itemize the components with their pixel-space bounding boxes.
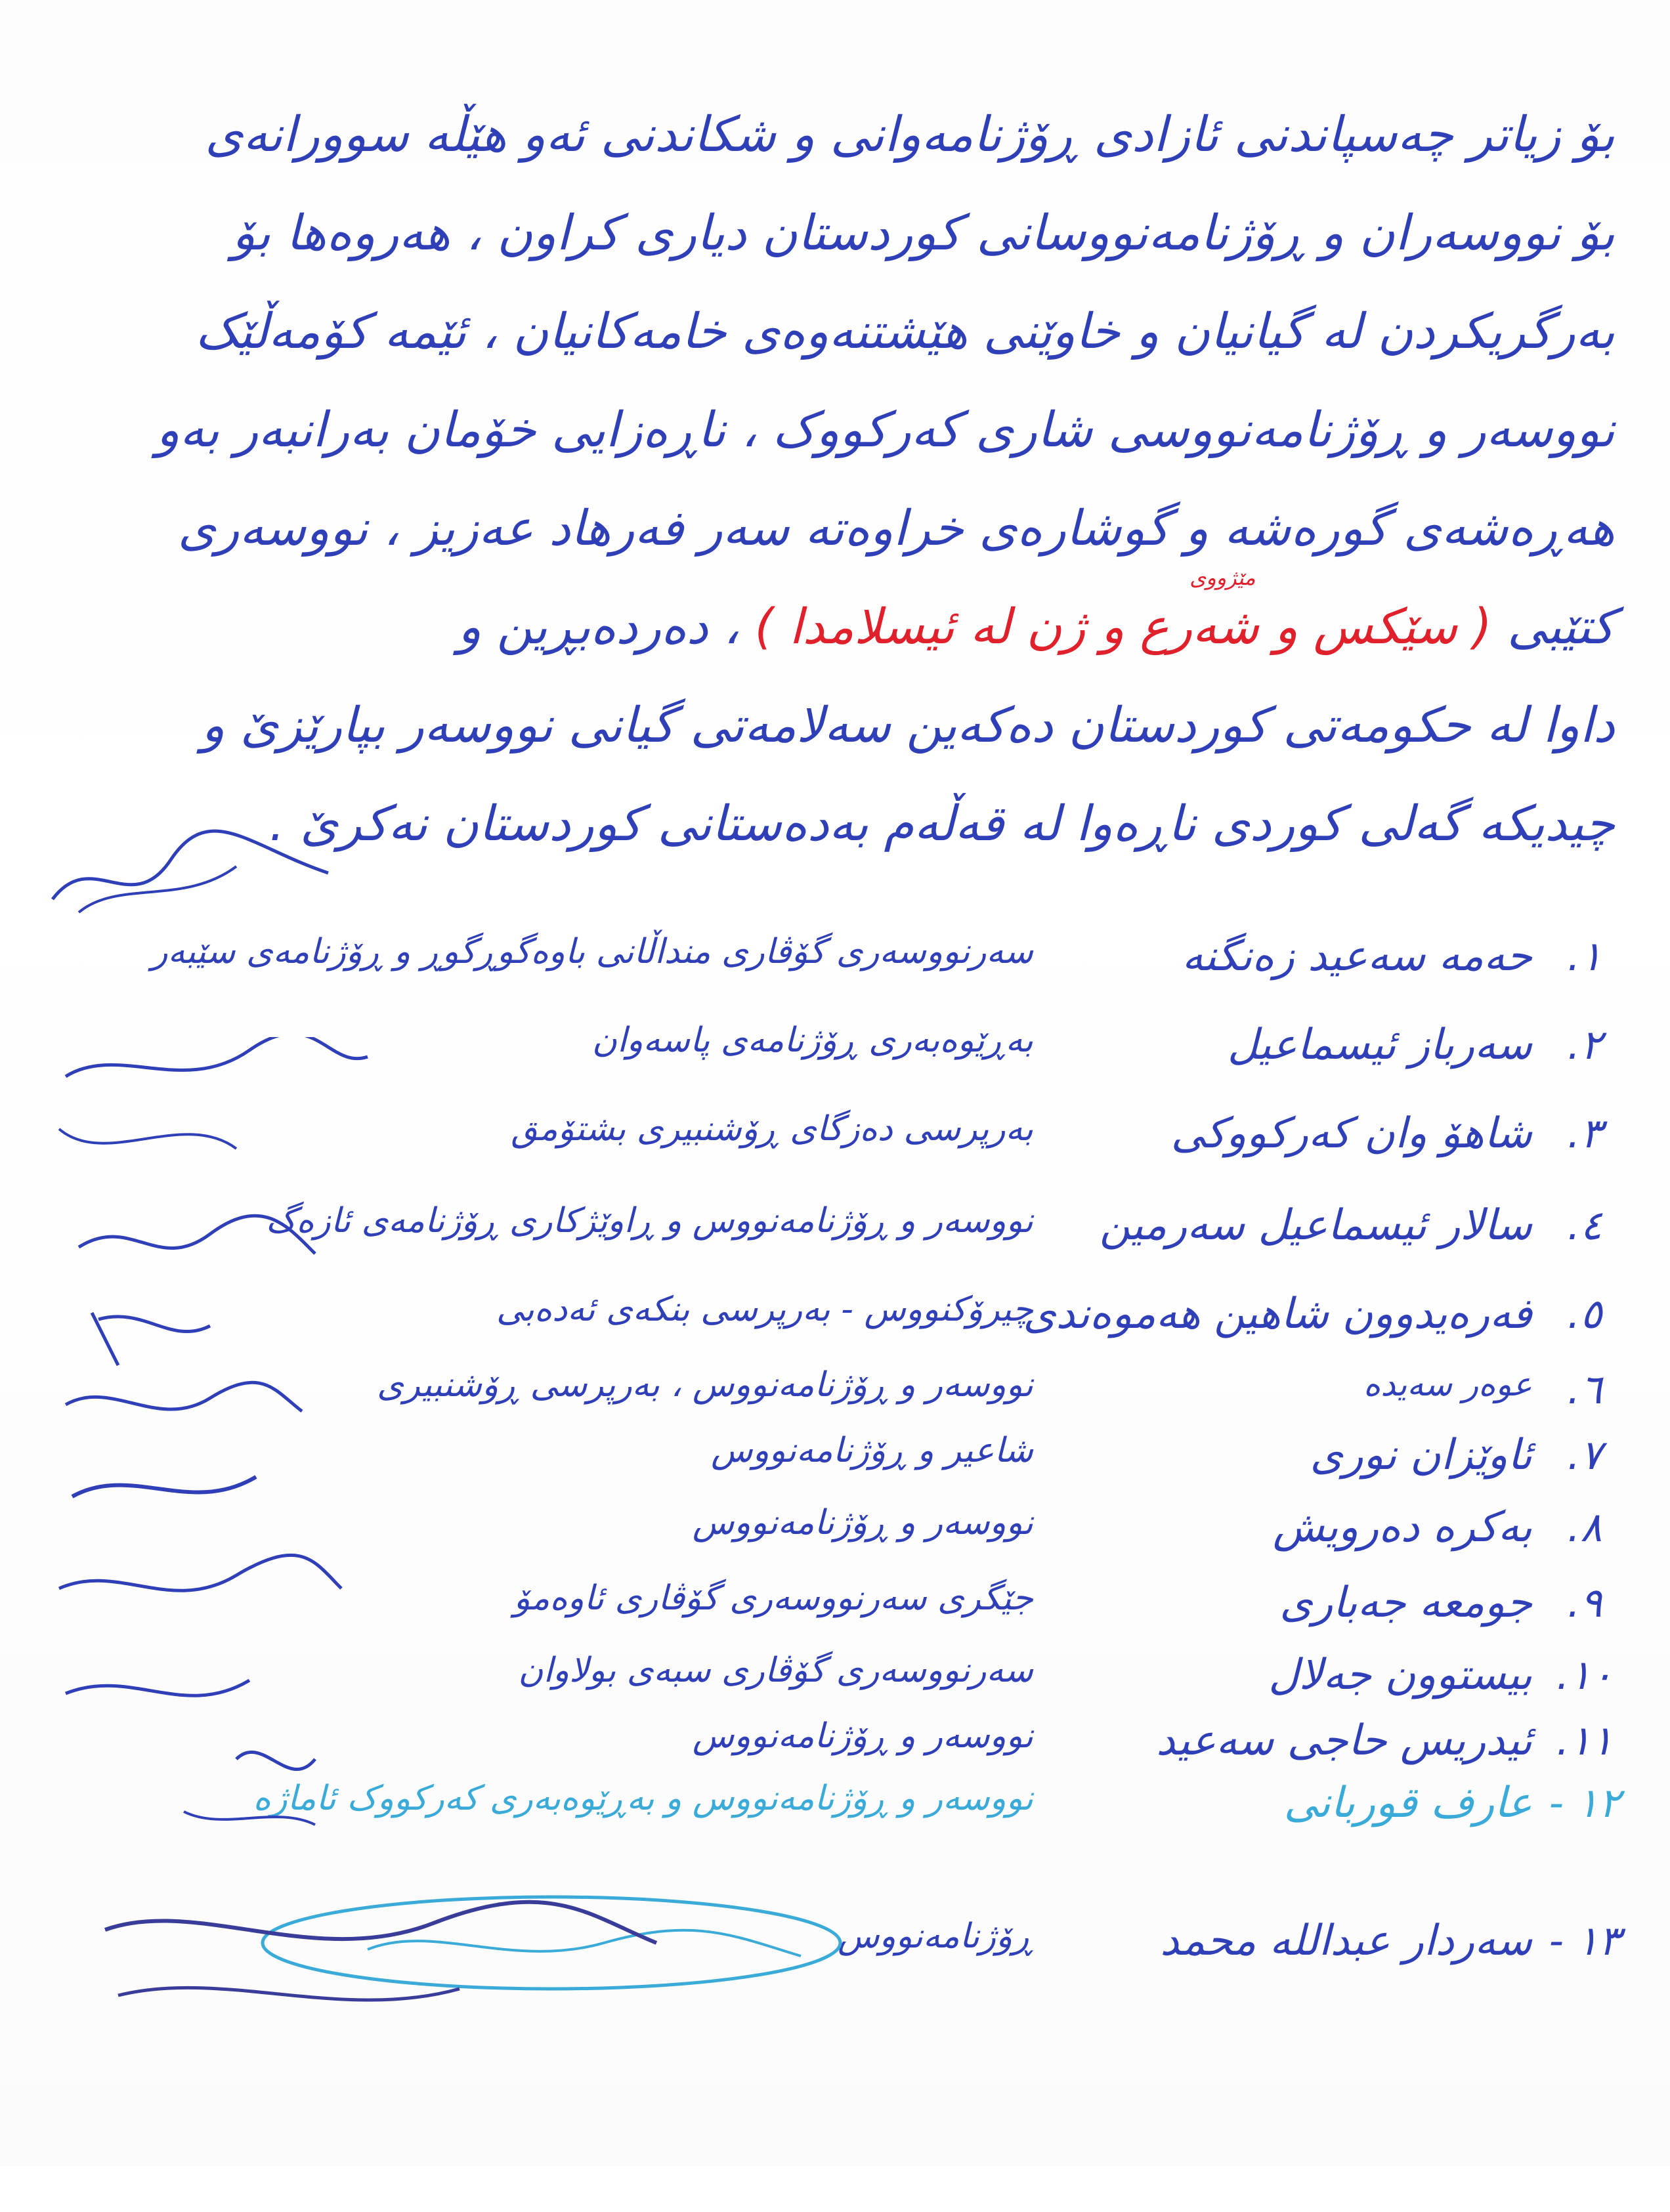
item-number: ١٣ - — [1549, 1917, 1621, 1965]
item-number: ١١. — [1556, 1716, 1614, 1764]
letter-body — [158, 85, 1615, 873]
signatory-name: فەرەیدوون شاهین هەموەندی — [1023, 1290, 1532, 1338]
signatory-name: بەکرە دەرویش — [1272, 1503, 1532, 1552]
item-number: ١. — [1567, 932, 1602, 980]
book-line-end: ، دەردەبڕین و — [458, 599, 740, 655]
signatory-title: شاعیر و ڕۆژنامەنووس — [711, 1431, 1033, 1470]
signatory-name: سالار ئیسماعیل سەرمین — [1099, 1201, 1532, 1250]
letter-line: نووسەر و ڕۆژنامەنووسی شاری کەرکووک ، ناڕەزایی خۆمان بەرانبەر بەو — [156, 402, 1615, 458]
signatory-title: سەرنووسەری گۆڤاری منداڵانی باوەگوڕگوڕ و ڕۆژنامەی سێبەر — [151, 932, 1033, 971]
list-item — [35, 1917, 1624, 1995]
signatory-title: جێگری سەرنووسەری گۆڤاری ئاوەمۆ — [513, 1579, 1033, 1618]
spacer — [236, 2205, 243, 2212]
signatory-name: سەردار عبدالله محمد — [1160, 1917, 1532, 1965]
item-number: ٩. — [1567, 1579, 1602, 1627]
letter-line: بۆ نووسەران و ڕۆژنامەنووسانی کوردستان دیاری کراون ، هەروەها بۆ — [232, 205, 1615, 261]
list-item — [35, 1201, 1624, 1280]
signatory-name: بیستوون جەلال — [1268, 1651, 1532, 1699]
item-number: ٥. — [1567, 1290, 1602, 1338]
item-number: ٦. — [1567, 1365, 1602, 1413]
item-number: ٨. — [1567, 1503, 1602, 1551]
signatory-name: عارف قوربانی — [1283, 1779, 1532, 1827]
list-item — [35, 932, 1624, 1011]
signatory-name: ئیدریس حاجی سەعید — [1156, 1716, 1532, 1765]
book-correction: مێژووی — [1189, 565, 1256, 590]
item-number: ٧. — [1567, 1431, 1602, 1479]
signatory-title: ڕۆژنامەنووس — [838, 1917, 1033, 1956]
signatory-name: عوەر سەیدە — [1363, 1365, 1532, 1403]
list-item — [35, 1431, 1624, 1510]
signatory-title: نووسەر و ڕۆژنامەنووس ، بەرپرسی ڕۆشنبیری — [377, 1365, 1033, 1405]
book-title — [739, 565, 1492, 655]
signatory-title: بەرپرسی دەزگای ڕۆشنبیری بشتۆمق — [511, 1109, 1033, 1149]
signatory-title: نووسەر و ڕۆژنامەنووس و بەڕێوەبەری کەرکووک ئاماژە — [253, 1779, 1033, 1818]
signatory-list — [0, 912, 1670, 2041]
signatory-title: سەرنووسەری گۆڤاری سبەی بولاوان — [518, 1651, 1033, 1690]
signatory-name: ئاوێزان نوری — [1310, 1431, 1532, 1479]
signatory-name: شاھۆ وان کەرکووکی — [1170, 1109, 1532, 1158]
letter-line: چیدیکە گەلی کوردی ناڕەوا لە قەڵەم بەدەستانی کوردستان نەکرێ . — [269, 796, 1615, 852]
item-number: ٤. — [1567, 1201, 1602, 1249]
list-item — [35, 1290, 1624, 1369]
item-number: ٢. — [1567, 1021, 1602, 1069]
signatory-title: نووسەر و ڕۆژنامەنووس — [692, 1716, 1033, 1756]
list-item — [35, 1021, 1624, 1099]
list-item — [35, 1503, 1624, 1582]
signatory-title: چیرۆکنووس - بەرپرسی بنکەی ئەدەبی — [496, 1290, 1033, 1329]
signatory-name: حەمە سەعید زەنگنە — [1182, 932, 1532, 981]
letter-line: داوا لە حکومەتی کوردستان دەکەین سەلامەتی گیانی نووسەر بپارێزێ و — [201, 697, 1615, 754]
letter-line: بەرگریکردن لە گیانیان و خاوێنی هێشتنەوەی خامەکانیان ، ئێمە کۆمەڵێک — [195, 303, 1615, 360]
item-number: ١٠. — [1556, 1651, 1614, 1699]
list-item — [35, 1109, 1624, 1188]
signatory-title: نووسەر و ڕۆژنامەنووس — [692, 1503, 1033, 1542]
letter-line-book — [158, 565, 1615, 676]
letter-line: هەڕەشەی گورەشە و گوشارەی خراوەتە سەر فەرهاد عەزیز ، نووسەری — [177, 500, 1615, 557]
item-number: ٣. — [1567, 1109, 1602, 1157]
signatory-title: بەڕێوەبەری ڕۆژنامەی پاسەوان — [591, 1021, 1033, 1060]
book-label: کتێبی — [1507, 599, 1615, 655]
list-item — [35, 1779, 1624, 1858]
letter-line: بۆ زیاتر چەسپاندنی ئازادی ڕۆژنامەوانی و شکاندنی ئەو هێڵە سوورانەی — [205, 106, 1615, 163]
item-number: ١٢ - — [1549, 1779, 1621, 1827]
signatory-name: جومعە جەباری — [1279, 1579, 1532, 1627]
list-item — [35, 1579, 1624, 1657]
signatory-title: نووسەر و ڕۆژنامەنووس و ڕاوێژکاری ڕۆژنامەی ئازەگ — [265, 1201, 1033, 1241]
book-title-text: ( سێکس و شەرع و ژن لە ئیسلامدا ) — [754, 599, 1492, 655]
signatory-name: سەرباز ئیسماعیل — [1227, 1021, 1532, 1069]
